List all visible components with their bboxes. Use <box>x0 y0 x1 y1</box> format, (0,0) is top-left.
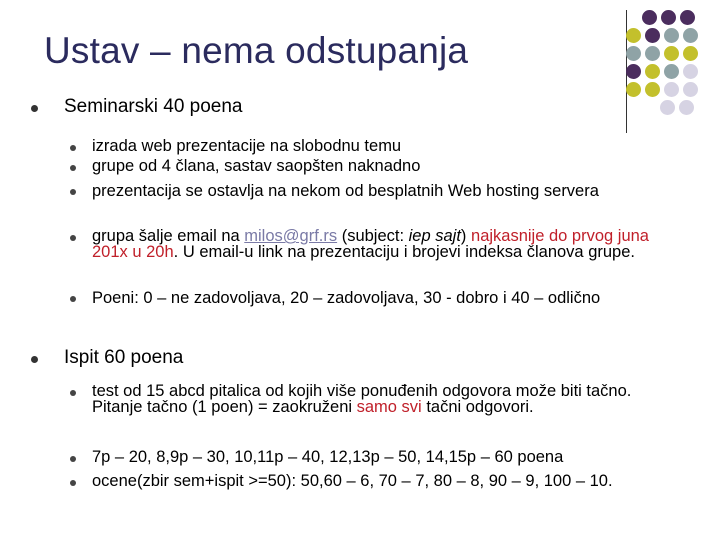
bullet-icon <box>31 356 38 363</box>
decorative-dot <box>679 100 694 115</box>
decorative-dot <box>664 82 679 97</box>
item-text: . U email-u link na prezentaciju i brojevi indeksa članova grupe. <box>173 243 635 261</box>
decorative-dot <box>645 82 660 97</box>
item-text: ocene(zbir sem+ispit >=50): 50,60 – 6, 70 – 7, 80 – 8, 90 – 9, 100 – 10. <box>92 472 613 490</box>
list-item <box>92 290 652 306</box>
item-text: tačni odgovori. <box>421 398 534 416</box>
bullet-icon <box>70 189 76 195</box>
bullet-icon <box>70 165 76 171</box>
item-text: test od 15 abcd pitalica od kojih više ponuđenih odgovora može biti tačno. Pitanje tačno (1 poen) = zaokruženi <box>92 382 632 416</box>
item-text: grupe od 4 člana, sastav saopšten naknadno <box>92 157 421 175</box>
decorative-dot <box>645 28 660 43</box>
bullet-icon <box>70 480 76 486</box>
decorative-dot <box>664 46 679 61</box>
item-text: ) <box>460 227 472 245</box>
item-text: (subject: <box>337 227 409 245</box>
highlighted-text: samo svi <box>356 398 422 416</box>
bullet-icon <box>70 235 76 241</box>
decorative-dot <box>626 28 641 43</box>
decorative-dot <box>664 64 679 79</box>
decorative-dot <box>645 46 660 61</box>
bullet-icon <box>70 456 76 462</box>
item-text: izrada web prezentacije na slobodnu temu <box>92 137 402 155</box>
email-link[interactable]: milos@grf.rs <box>244 227 338 245</box>
list-item <box>92 449 677 465</box>
decorative-dot <box>680 10 695 25</box>
decorative-dot <box>683 82 698 97</box>
decorative-dot <box>626 64 641 79</box>
bullet-icon <box>70 145 76 151</box>
list-item <box>92 183 652 199</box>
decorative-dot <box>683 46 698 61</box>
decorative-dot <box>664 28 679 43</box>
highlighted-text: najkasnije do prvog juna 201x u 20h <box>92 227 649 261</box>
decorative-dot <box>645 64 660 79</box>
list-item <box>92 138 672 154</box>
decorative-dot <box>626 82 641 97</box>
bullet-icon <box>70 296 76 302</box>
decorative-dot <box>683 64 698 79</box>
list-item <box>92 228 677 260</box>
italic-text: iep sajt <box>408 227 461 245</box>
bullet-icon <box>31 105 38 112</box>
slide-title: Ustav – nema odstupanja <box>44 30 469 71</box>
item-text: grupa šalje email na <box>92 227 245 245</box>
bullet-icon <box>70 390 76 396</box>
section-heading: Ispit 60 poena <box>64 347 184 368</box>
decorative-dot <box>661 10 676 25</box>
item-text: Poeni: 0 – ne zadovoljava, 20 – zadovoljava, 30 - dobro i 40 – odlično <box>92 289 601 307</box>
list-item <box>92 158 672 174</box>
decorative-dot <box>660 100 675 115</box>
decorative-dot <box>626 46 641 61</box>
decorative-dot <box>642 10 657 25</box>
list-item <box>92 383 667 415</box>
item-text: 7p – 20, 8,9p – 30, 10,11p – 40, 12,13p – 50, 14,15p – 60 poena <box>92 448 564 466</box>
decorative-dot <box>683 28 698 43</box>
item-text: prezentacija se ostavlja na nekom od besplatnih Web hosting servera <box>92 182 599 200</box>
section-heading: Seminarski 40 poena <box>64 96 243 117</box>
list-item <box>92 473 662 489</box>
